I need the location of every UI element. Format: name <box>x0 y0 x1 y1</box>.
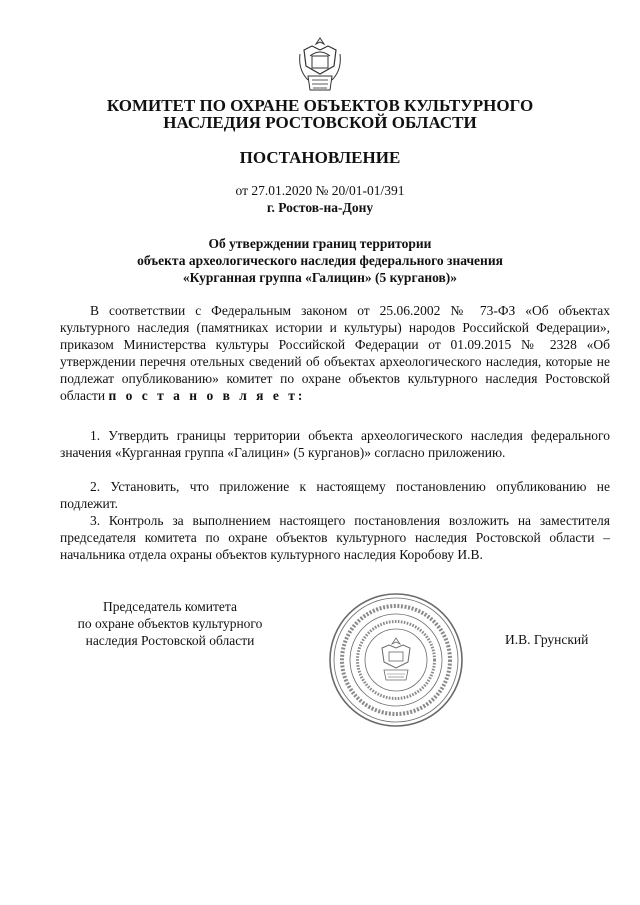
resolves-word: п о с т а н о в л я е т: <box>108 388 306 403</box>
signatory-title <box>55 598 285 649</box>
signatory-title-line2: по охране объектов культурного <box>77 616 263 631</box>
subject-line1: Об утверждении границ территории <box>208 236 432 251</box>
signatory-name: И.В. Грунский <box>505 632 589 647</box>
subject-line2: объекта археологического наследия федерального значения <box>137 253 503 268</box>
document-type: ПОСТАНОВЛЕНИЕ <box>239 148 401 167</box>
signatory-title-line1: Председатель комитета <box>103 599 237 614</box>
official-seal-icon <box>326 590 466 730</box>
document-subject <box>60 235 580 286</box>
item-3: 3. Контроль за выполнением настоящего постановления возложить на заместителя председателя комитета по охране объектов культурного наследия Ростовской области – начальника отдела охраны объектов культурного наследия Коробову И.В. <box>60 513 610 562</box>
item-2: 2. Установить, что приложение к настоящему постановлению опубликованию не подлежит. <box>60 479 610 511</box>
item-1: 1. Утвердить границы территории объекта археологического наследия федерального значения «Курганная группа «Галицин» (5 курганов)» согласно приложению. <box>60 428 610 460</box>
organization-name-line1: КОМИТЕТ ПО ОХРАНЕ ОБЪЕКТОВ КУЛЬТУРНОГО <box>106 96 534 115</box>
organization-name-line2: НАСЛЕДИЯ РОСТОВСКОЙ ОБЛАСТИ <box>163 113 477 132</box>
subject-line3: «Курганная группа «Галицин» (5 курганов)» <box>182 270 458 285</box>
organization-name <box>60 97 580 131</box>
coat-of-arms-icon <box>298 36 342 94</box>
preamble-paragraph <box>60 302 610 404</box>
preamble-text: В соответствии с Федеральным законом от 25.06.2002 № 73-ФЗ «Об объектах культурного наследия (памятниках истории и культуры) народов Российской Федерации», приказом Министерства культуры Российской Федерации от 01.09.2015 № 2328 «Об утверждении перечня отельных сведений об объектах археологического наследия, которые не подлежат опубликованию» комитет по охране объектов культурного наследия Ростовской области <box>60 303 610 403</box>
document-city: г. Ростов-на-Дону <box>266 200 374 215</box>
document-date-number: от 27.01.2020 № 20/01-01/391 <box>235 183 405 198</box>
signatory-title-line3: наследия Ростовской области <box>85 633 255 648</box>
